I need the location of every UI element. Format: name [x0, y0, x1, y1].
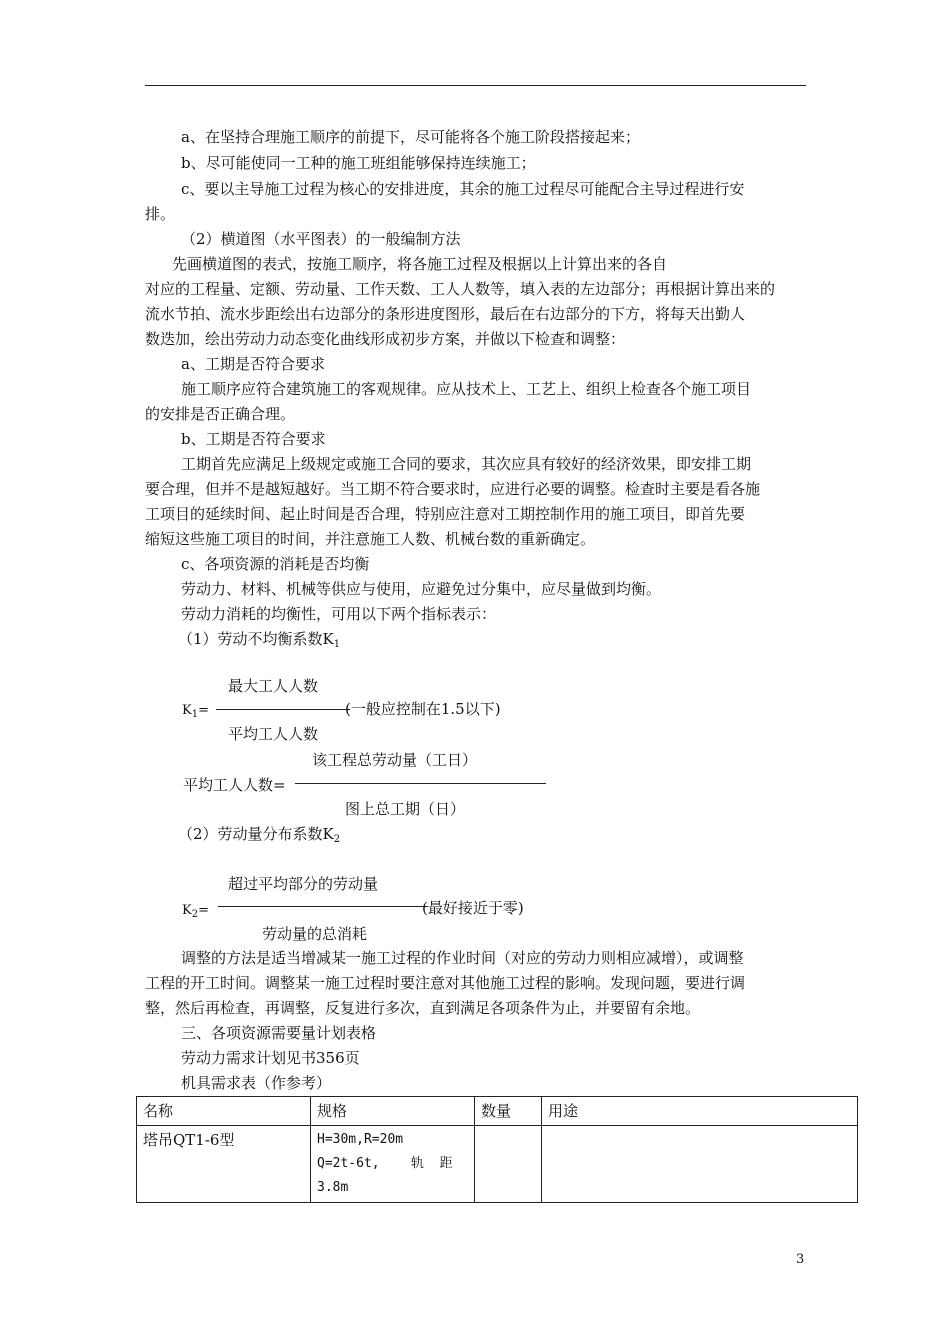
- paragraph-line: 工期首先应满足上级规定或施工合同的要求，其次应具有较好的经济效果，即安排工期: [181, 455, 752, 473]
- paragraph-line: 缩短这些施工项目的时间，并注意施工人数、机械台数的重新确定。: [145, 530, 596, 548]
- k1-heading: （1）劳动不均衡系数$K_1$: [178, 630, 341, 650]
- item-c-cont: 排。: [145, 205, 176, 223]
- paragraph-line: 整，然后再检查，再调整，反复进行多次，直到满足各项条件为止，并要留有余地。: [145, 999, 701, 1017]
- paragraph-line: 劳动力、材料、机械等供应与使用，应避免过分集中，应尽量做到均衡。: [181, 580, 662, 598]
- table-cell-spec: [311, 1126, 475, 1203]
- k1-fraction-bar: [216, 709, 350, 710]
- check-c: c、各项资源的消耗是否均衡: [181, 555, 370, 573]
- table-header: 用途: [542, 1097, 858, 1126]
- paragraph-line: 劳动力消耗的均衡性，可用以下两个指标表示：: [181, 605, 497, 623]
- paragraph-line: 的安排是否正确合理。: [145, 405, 296, 423]
- page-number: 3: [796, 1252, 805, 1267]
- check-a: a、工期是否符合要求: [181, 355, 325, 373]
- item-a: a、在坚持合理施工顺序的前提下，尽可能将各个施工阶段搭接起来；: [181, 128, 640, 146]
- check-b: b、工期是否符合要求: [181, 430, 326, 448]
- table-cell-use: [542, 1126, 858, 1203]
- spec-line: Q=2t-6t, 轨 距: [317, 1156, 453, 1171]
- paragraph-line: 流水节拍、流水步距绘出右边部分的条形进度图形，最后在右边部分的下方，将每天出勤人: [145, 305, 746, 323]
- k2-denominator: 劳动量的总消耗: [262, 925, 368, 943]
- paragraph-line: 工项目的延续时间、起止时间是否合理，特别应注意对工期控制作用的施工项目，即首先要: [145, 505, 746, 523]
- section-heading-2: （2）横道图（水平图表）的一般编制方法: [181, 230, 461, 248]
- avg-denominator: 图上总工期（日）: [345, 800, 466, 818]
- table-row: [137, 1126, 858, 1203]
- k2-fraction-bar: [218, 906, 428, 907]
- table-header: 名称: [137, 1097, 311, 1126]
- avg-numerator: 该工程总劳动量（工日）: [312, 751, 478, 769]
- table-header: 规格: [311, 1097, 475, 1126]
- labor-plan-note: 劳动力需求计划见书356页: [181, 1049, 360, 1067]
- table-cell-qty: [475, 1126, 542, 1203]
- paragraph-line: 工程的开工时间。调整某一施工过程时要注意对其他施工过程的影响。发现问题，要进行调: [145, 974, 746, 992]
- avg-fraction-bar: [295, 783, 546, 784]
- k2-note: (最好接近于零): [422, 899, 524, 917]
- paragraph-line: 调整的方法是适当增减某一施工过程的作业时间（对应的劳动力则相应减增），或调整: [181, 949, 744, 967]
- table-header: 数量: [475, 1097, 542, 1126]
- header-rule: [145, 85, 806, 86]
- k2-heading: （2）劳动量分布系数$K_2$: [178, 825, 341, 845]
- paragraph-line: 要合理，但并不是越短越好。当工期不符合要求时，应进行必要的调整。检查时主要是看各施: [145, 480, 761, 498]
- paragraph-line: 施工顺序应符合建筑施工的客观规律。应从技术上、工艺上、组织上检查各个施工项目: [181, 380, 752, 398]
- section-heading-3: 三、各项资源需要量计划表格: [181, 1024, 377, 1042]
- paragraph-line: 先画横道图的表式，按施工顺序，将各施工过程及根据以上计算出来的各自: [172, 255, 668, 273]
- item-b: b、尽可能使同一工种的施工班组能够保持连续施工；: [181, 154, 536, 172]
- k1-note: (一般应控制在1.5以下): [345, 700, 501, 718]
- machine-table-caption: 机具需求表（作参考）: [181, 1074, 332, 1092]
- table-cell-name: 塔吊QT1-6型: [137, 1126, 311, 1203]
- k2-numerator: 超过平均部分的劳动量: [228, 875, 379, 893]
- avg-lhs: 平均工人人数=: [183, 776, 286, 794]
- spec-line: H=30m,R=20m: [317, 1132, 404, 1147]
- k1-lhs: $K_1=$: [182, 703, 209, 720]
- k1-denominator: 平均工人人数: [228, 725, 319, 743]
- spec-line: 3.8m: [317, 1180, 349, 1195]
- machine-table: [136, 1096, 858, 1203]
- table-header-row: [137, 1097, 858, 1126]
- k1-numerator: 最大工人人数: [228, 677, 319, 695]
- item-c: c、要以主导施工过程为核心的安排进度，其余的施工过程尽可能配合主导过程进行安: [181, 180, 745, 198]
- k2-lhs: $K_2=$: [182, 903, 209, 920]
- paragraph-line: 对应的工程量、定额、劳动量、工作天数、工人人数等，填入表的左边部分；再根据计算出来的: [145, 280, 776, 298]
- paragraph-line: 数迭加，绘出劳动力动态变化曲线形成初步方案，并做以下检查和调整：: [145, 330, 626, 348]
